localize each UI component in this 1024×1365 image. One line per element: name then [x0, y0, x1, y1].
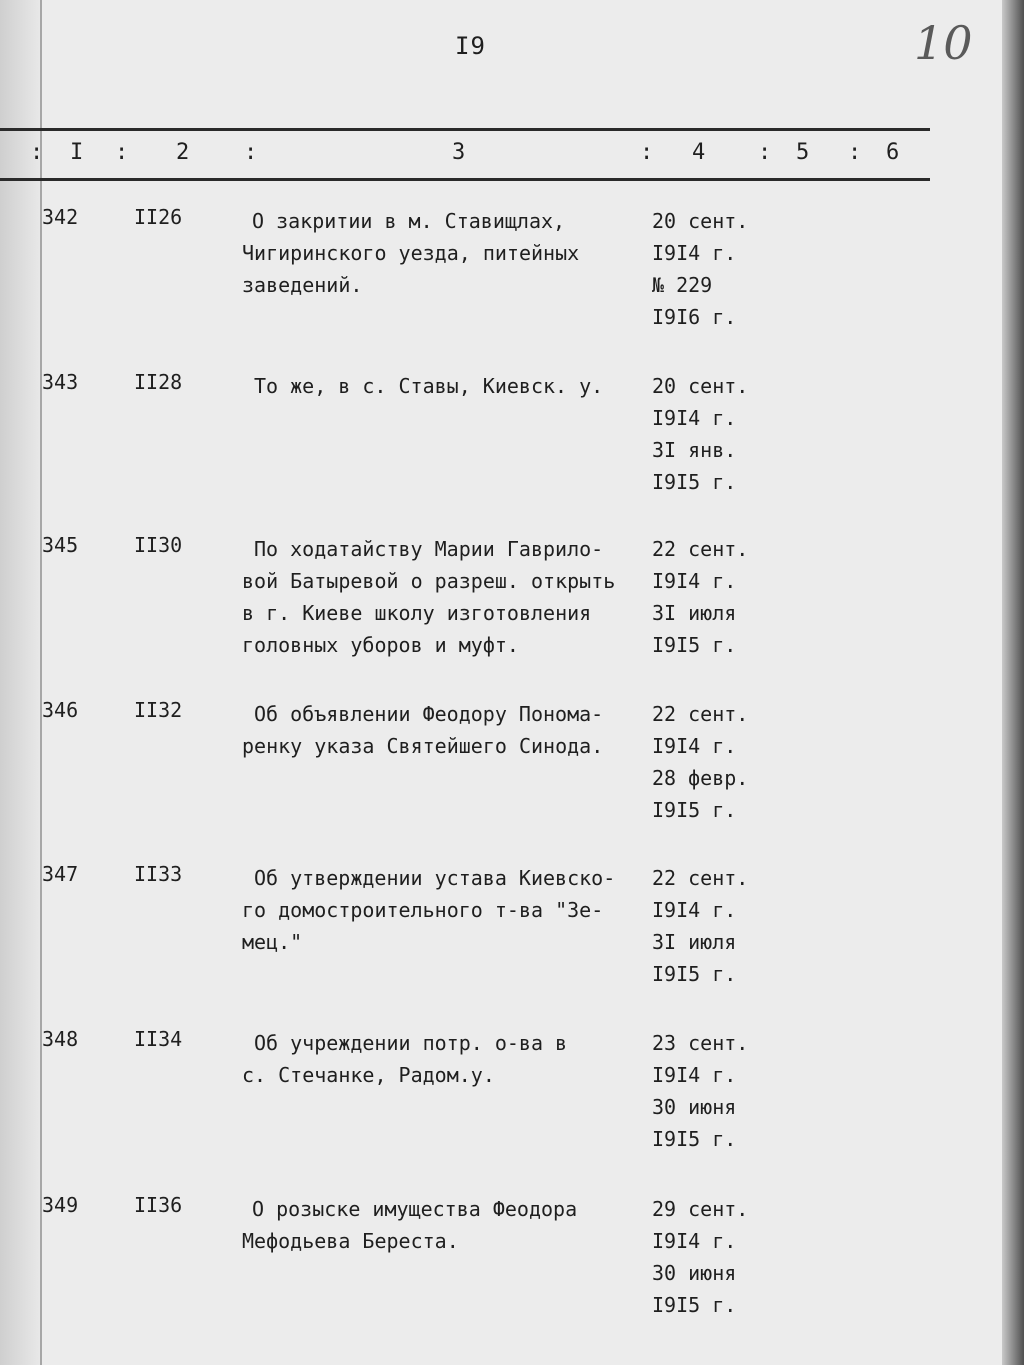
entry-number: 345 [42, 533, 79, 557]
page-number: I9 [455, 32, 486, 60]
entry-code: II33 [134, 862, 183, 886]
col-separator: : [115, 140, 129, 165]
entry-title [242, 370, 637, 402]
date-line: I9I4 г. [652, 1229, 737, 1253]
entry-dates [652, 370, 748, 498]
entry-number: 343 [42, 370, 79, 394]
date-line: I9I5 г. [652, 962, 737, 986]
entry-dates [652, 533, 748, 661]
date-line: I9I5 г. [652, 470, 737, 494]
title-line: По ходатайству Марии Гаврило- [254, 537, 604, 561]
date-line: I9I5 г. [652, 633, 737, 657]
date-line: I9I5 г. [652, 1127, 737, 1151]
date-line: 22 сент. [652, 866, 749, 890]
title-line: заведений. [242, 273, 363, 297]
date-line: I9I4 г. [652, 406, 737, 430]
title-line: мец." [242, 930, 303, 954]
date-line: I9I4 г. [652, 734, 737, 758]
date-line: 28 февр. [652, 766, 749, 790]
title-line: Об объявлении Феодору Понома- [254, 702, 604, 726]
entry-number: 348 [42, 1027, 79, 1051]
title-line: головных уборов и муфт. [242, 633, 519, 657]
col-separator: : [758, 140, 772, 165]
col-4-header: 4 [692, 140, 706, 165]
entry-number: 342 [42, 205, 79, 229]
entry-dates [652, 1193, 748, 1321]
date-line: 30 июня [652, 1095, 737, 1119]
title-line: Чигиринского уезда, питейных [242, 241, 580, 265]
title-line: в г. Киеве школу изготовления [242, 601, 592, 625]
date-line: 22 сент. [652, 702, 749, 726]
date-line: I9I5 г. [652, 1293, 737, 1317]
col-6-header: 6 [886, 140, 900, 165]
entry-code: II26 [134, 205, 183, 229]
entry-title [242, 1027, 637, 1091]
entry-title [242, 533, 637, 661]
table-top-rule [0, 128, 930, 131]
entry-code: II28 [134, 370, 183, 394]
table-header-rule [0, 178, 930, 181]
date-line: I9I4 г. [652, 1063, 737, 1087]
entry-title [242, 1193, 637, 1257]
title-line: го домостроительного т-ва "Зе- [242, 898, 604, 922]
title-line: О закритии в м. Ставищлах, [252, 209, 566, 233]
entry-number: 347 [42, 862, 79, 886]
title-line: ренку указа Святейшего Синода. [242, 734, 604, 758]
date-line: 20 сент. [652, 374, 749, 398]
date-line: 3I июля [652, 930, 737, 954]
date-line: I9I6 г. [652, 305, 737, 329]
entry-code: II32 [134, 698, 183, 722]
entry-code: II30 [134, 533, 183, 557]
date-line: 3I янв. [652, 438, 737, 462]
entry-dates [652, 698, 748, 826]
entry-dates [652, 862, 748, 990]
entry-number: 349 [42, 1193, 79, 1217]
col-3-header: 3 [452, 140, 466, 165]
entry-number: 346 [42, 698, 79, 722]
title-line: вой Батыревой о разреш. открыть [242, 569, 616, 593]
date-line: № 229 [652, 273, 713, 297]
title-line: То же, в с. Ставы, Киевск. у. [254, 374, 604, 398]
page-shadow-edge [1002, 0, 1024, 1365]
col-2-header: 2 [176, 140, 190, 165]
col-separator: : [848, 140, 862, 165]
date-line: 23 сент. [652, 1031, 749, 1055]
entry-dates [652, 205, 748, 333]
col-5-header: 5 [796, 140, 810, 165]
title-line: Об утверждении устава Киевско- [254, 866, 616, 890]
table-header [0, 140, 930, 174]
date-line: I9I4 г. [652, 898, 737, 922]
entry-code: II34 [134, 1027, 183, 1051]
entry-title [242, 205, 637, 301]
title-line: Мефодьева Береста. [242, 1229, 459, 1253]
date-line: I9I4 г. [652, 241, 737, 265]
title-line: с. Стечанке, Радом.у. [242, 1063, 495, 1087]
date-line: 22 сент. [652, 537, 749, 561]
entry-title [242, 862, 637, 958]
entry-code: II36 [134, 1193, 183, 1217]
date-line: I9I4 г. [652, 569, 737, 593]
entry-title [242, 698, 637, 762]
col-separator: : [244, 140, 258, 165]
page-binding-edge [0, 0, 42, 1365]
date-line: 29 сент. [652, 1197, 749, 1221]
col-separator: : [30, 140, 44, 165]
col-separator: : [640, 140, 654, 165]
title-line: О розыске имущества Феодора [252, 1197, 578, 1221]
date-line: 30 июня [652, 1261, 737, 1285]
date-line: 20 сент. [652, 209, 749, 233]
col-1-header: I [70, 140, 84, 165]
entry-dates [652, 1027, 748, 1155]
date-line: I9I5 г. [652, 798, 737, 822]
archive-sheet-number: 10 [914, 16, 973, 70]
title-line: Об учреждении потр. о-ва в [254, 1031, 568, 1055]
date-line: 3I июля [652, 601, 737, 625]
